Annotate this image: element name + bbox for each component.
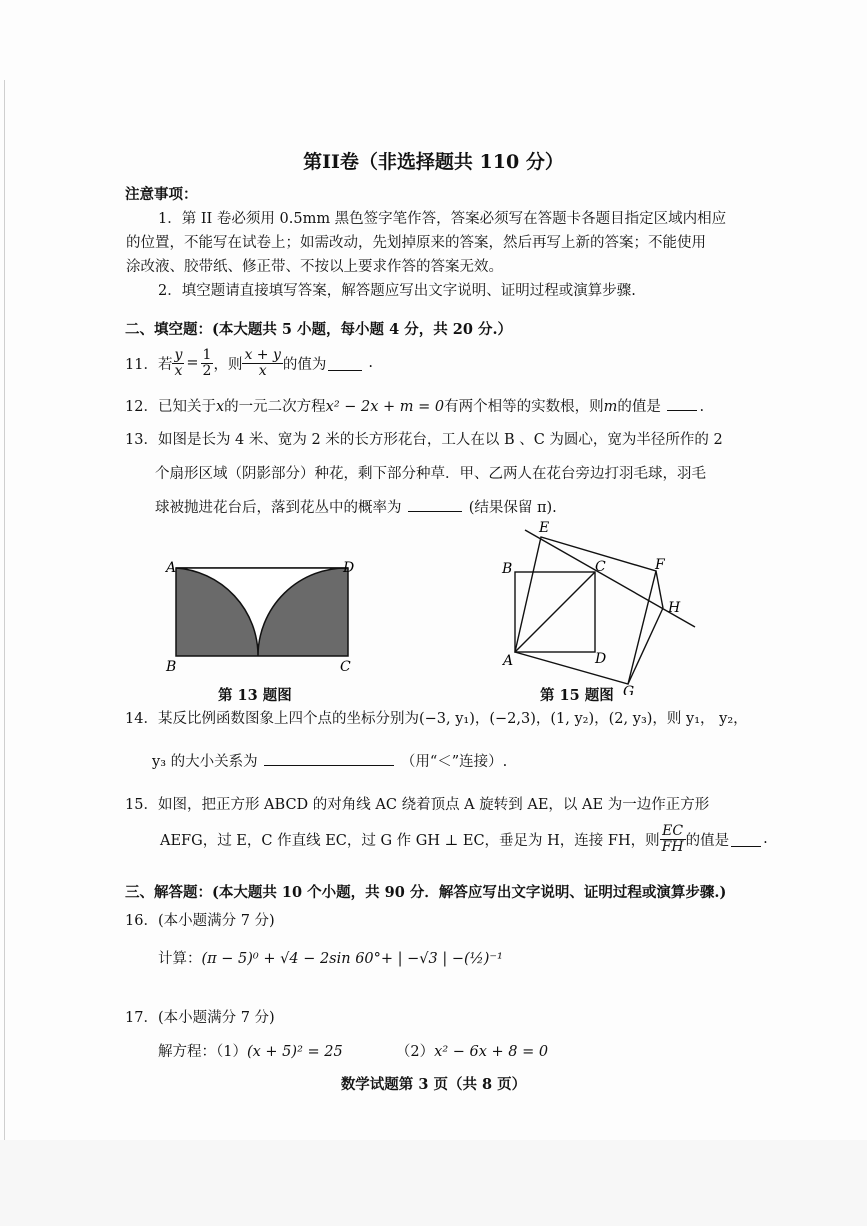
q13-line3 bbox=[155, 496, 557, 517]
fig15-line-fh bbox=[656, 571, 663, 608]
figure-13 bbox=[160, 555, 370, 680]
q11-text-4: . bbox=[368, 355, 373, 371]
q11-fraction-sum-over-x: $\frac{x + y}{x}$ bbox=[244, 346, 281, 379]
q12-text-5: . bbox=[699, 399, 705, 415]
q15-answer-blank[interactable] bbox=[731, 832, 761, 847]
q13-line1-text: 如图是长为 4 米、宽为 2 米的长方形花台，工人在以 B 、C 为圆心，宽为半径所作的 2 bbox=[157, 432, 723, 448]
fig15-label-h: H bbox=[668, 600, 681, 616]
fig13-label-b: B bbox=[166, 659, 177, 675]
q14-line2 bbox=[152, 750, 507, 771]
q11-text-1: 若 bbox=[157, 356, 173, 373]
question-12 bbox=[125, 395, 704, 416]
fig13-label-c: C bbox=[340, 659, 351, 675]
fig13-caption: 第 13 题图 bbox=[218, 687, 292, 704]
q12-text-3: 有两个相等的实数根，则 bbox=[444, 399, 604, 415]
fig15-line-gh bbox=[628, 608, 663, 684]
fig15-caption: 第 15 题图 bbox=[540, 687, 614, 704]
q11-answer-blank[interactable] bbox=[328, 356, 362, 371]
section2-header: 二、填空题：(本大题共 5 小题，每小题 4 分，共 20 分.） bbox=[125, 321, 513, 338]
fig15-label-f: F bbox=[655, 557, 665, 573]
q17-part2-label: （2） bbox=[395, 1044, 435, 1060]
fig13-label-d: D bbox=[343, 560, 355, 576]
q14-line1 bbox=[125, 707, 748, 728]
fig15-label-g: G bbox=[623, 684, 635, 695]
notes-item1-line3: 涂改液、胶带纸、修正带、不按以上要求作答的答案无效。 bbox=[126, 259, 503, 275]
q13-number: 13． bbox=[125, 432, 158, 448]
q12-number: 12． bbox=[125, 399, 158, 415]
fig15-label-e: E bbox=[539, 520, 550, 536]
q16-header bbox=[125, 909, 275, 930]
q11-text-2: ，则 bbox=[213, 356, 243, 373]
scan-bottom-margin bbox=[0, 1140, 867, 1226]
q13-line2: 个扇形区域（阴影部分）种花，剩下部分种草．甲、乙两人在花台旁边打羽毛球，羽毛 bbox=[155, 466, 706, 482]
q13-line3-text-a: 球被抛进花台后，落到花丛中的概率为 bbox=[155, 500, 402, 516]
scan-edge-line bbox=[4, 80, 5, 1140]
figure-15 bbox=[495, 515, 705, 695]
q12-var-x: x bbox=[215, 399, 225, 415]
q15-line2-text-b: 的值是 bbox=[685, 832, 730, 849]
q15-line2-text-a: AEFG，过 E，C 作直线 EC，过 G 作 GH ⊥ EC，垂足为 H，连接 FH，则 bbox=[160, 832, 660, 849]
q13-line3-text-b: (结果保留 π). bbox=[468, 500, 557, 516]
fig15-square-aefg bbox=[515, 537, 656, 684]
q16-score: (本小题满分 7 分) bbox=[157, 913, 275, 929]
q12-text-1: 已知关于 bbox=[157, 399, 216, 415]
q16-label: 计算： bbox=[158, 951, 202, 967]
q11-number: 11． bbox=[125, 356, 158, 373]
q15-line2-text-c: . bbox=[763, 831, 768, 847]
page-footer: 数学试题第 3 页（共 8 页） bbox=[340, 1076, 527, 1093]
q17-part1-equation: (x + 5)² = 25 bbox=[246, 1044, 343, 1060]
q17-part1-label: （1） bbox=[216, 1044, 247, 1060]
notes-item1-line1: 1．第 II 卷必须用 0.5mm 黑色签字笔作答，答案必须写在答题卡各题目指定区域内相应 bbox=[158, 211, 727, 227]
q12-answer-blank[interactable] bbox=[667, 396, 697, 411]
fig15-label-a: A bbox=[503, 653, 514, 669]
q13-answer-blank[interactable] bbox=[408, 497, 462, 512]
q12-text-2: 的一元二次方程 bbox=[224, 399, 326, 415]
q16-body bbox=[158, 947, 503, 968]
fig15-diagonal-ac bbox=[515, 572, 595, 652]
q11-equals: = bbox=[186, 355, 199, 371]
q17-score: (本小题满分 7 分) bbox=[157, 1010, 275, 1026]
q15-line1-text: 如图，把正方形 ABCD 的对角线 AC 绕着顶点 A 旋转到 AE，以 AE 为一边作正方形 bbox=[157, 797, 710, 813]
q17-part2-equation: x² − 6x + 8 = 0 bbox=[434, 1044, 549, 1060]
q12-text-4: 的值是 bbox=[617, 399, 661, 415]
q17-header bbox=[125, 1006, 275, 1027]
q12-var-m: m bbox=[603, 399, 618, 415]
fig13-label-a: A bbox=[166, 560, 177, 576]
q15-line2 bbox=[160, 818, 768, 860]
fig15-label-c: C bbox=[595, 559, 606, 575]
q13-line1 bbox=[125, 428, 723, 449]
q17-label: 解方程： bbox=[158, 1044, 216, 1060]
q14-answer-blank[interactable] bbox=[264, 751, 394, 766]
q15-number: 15． bbox=[125, 797, 158, 813]
section3-header: 三、解答题：(本大题共 10 个小题，共 90 分．解答应写出文字说明、证明过程或演算步骤.) bbox=[125, 884, 727, 901]
page-title: 第II卷（非选择题共 110 分） bbox=[303, 151, 564, 173]
fig15-label-b: B bbox=[502, 561, 513, 577]
q16-expression: (π − 5)⁰ + √4 − 2sin 60°+ | −√3 | −(½)⁻¹ bbox=[201, 951, 503, 967]
q11-fraction-y-over-x: $\frac{y}{x}$ bbox=[174, 346, 183, 379]
fig15-label-d: D bbox=[595, 651, 607, 667]
q14-line2-text-a: y₃ 的大小关系为 bbox=[152, 754, 258, 770]
question-11 bbox=[125, 344, 373, 382]
q14-number: 14． bbox=[125, 711, 158, 727]
q12-equation: x² − 2x + m = 0 bbox=[325, 399, 445, 415]
q15-fraction-ec-over-fh: $\frac{EC}{FH}$ bbox=[661, 822, 684, 855]
q15-line1 bbox=[125, 793, 709, 814]
q16-number: 16． bbox=[125, 913, 158, 929]
notes-header: 注意事项： bbox=[125, 186, 198, 203]
q11-text-3: 的值为 bbox=[282, 356, 327, 373]
q17-body bbox=[158, 1040, 548, 1061]
notes-item2: 2．填空题请直接填写答案，解答题应写出文字说明、证明过程或演算步骤. bbox=[158, 283, 636, 299]
q14-line2-text-b: （用“＜”连接）. bbox=[400, 754, 508, 770]
q11-fraction-one-half: $\frac{1}{2}$ bbox=[202, 346, 212, 379]
notes-item1-line2: 的位置，不能写在试卷上；如需改动，先划掉原来的答案，然后再写上新的答案；不能使用 bbox=[126, 235, 706, 251]
q14-line1-text: 某反比例函数图象上四个点的坐标分别为(−3, y₁)，(−2,3)，(1, y₂)，(2, y₃)，则 y₁， y₂， bbox=[157, 711, 748, 727]
q17-number: 17． bbox=[125, 1010, 158, 1026]
